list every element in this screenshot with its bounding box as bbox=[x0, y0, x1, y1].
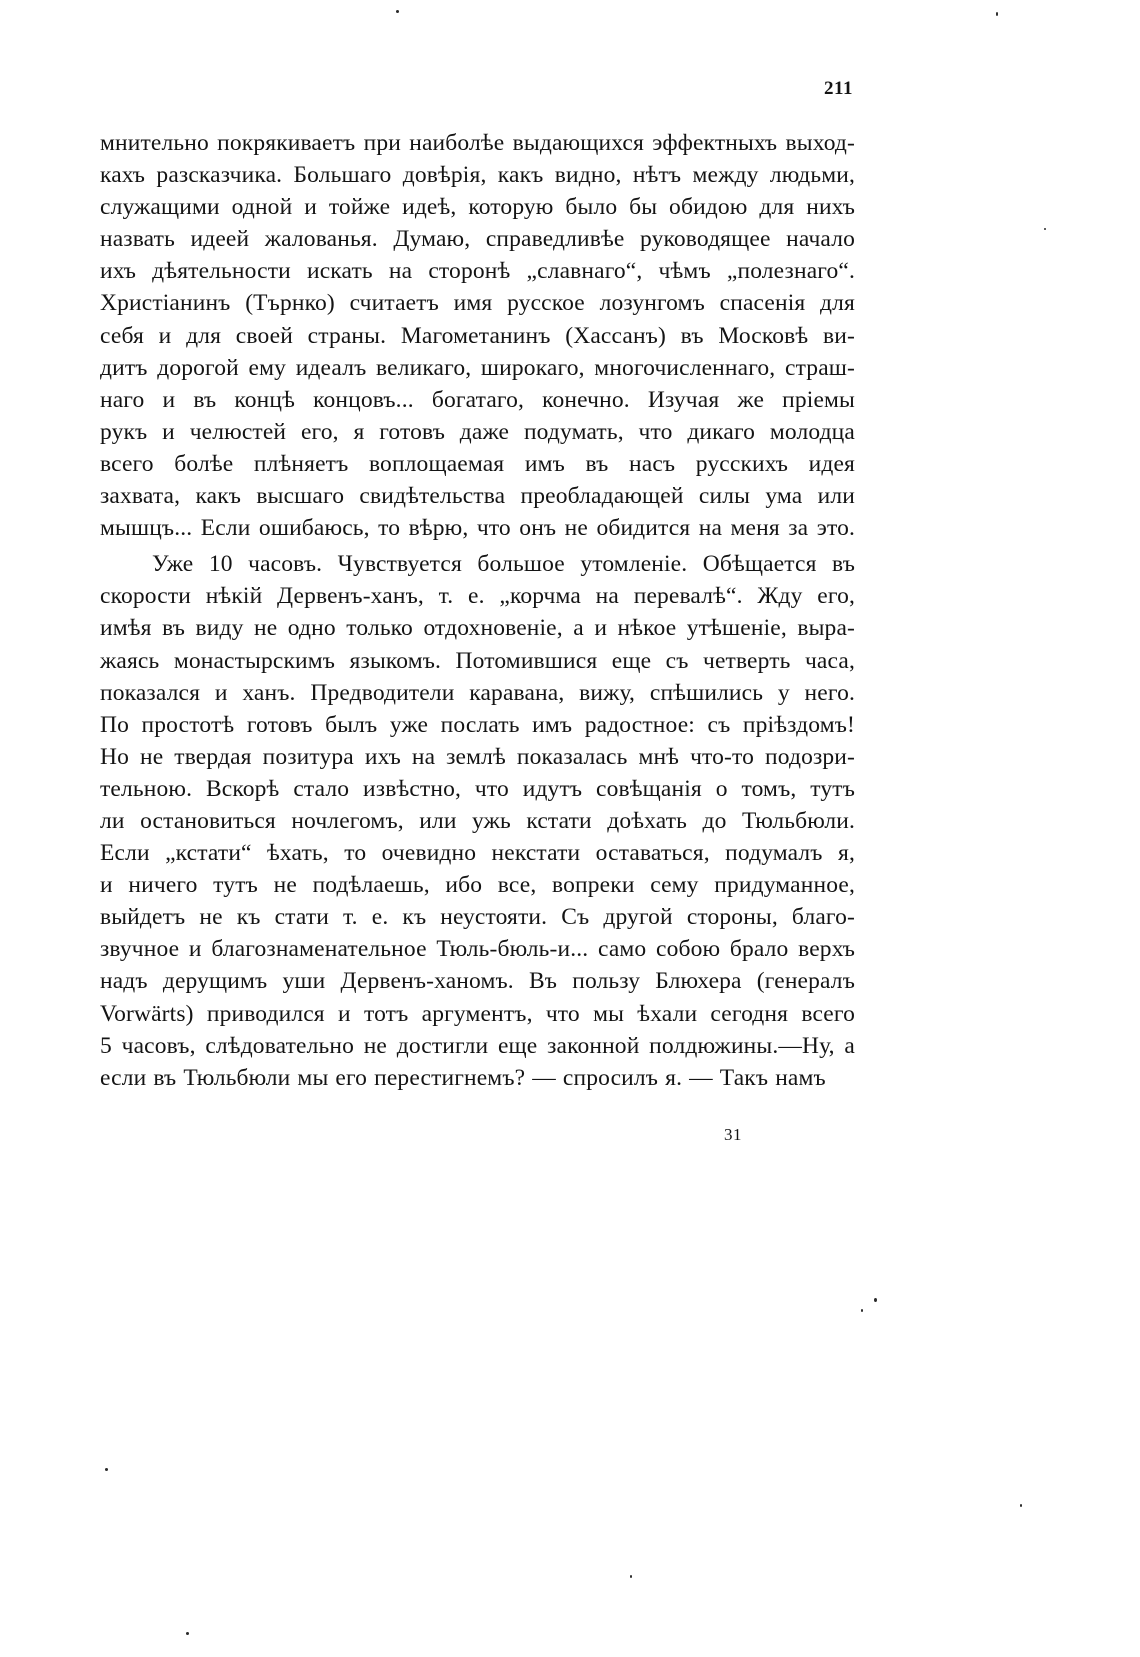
paragraph-1 bbox=[100, 127, 855, 544]
paragraph-2 bbox=[100, 548, 855, 1094]
text-line: имѣя въ виду не одно только отдохновеніе, а и нѣкое утѣшеніе, выра- bbox=[100, 615, 855, 642]
text-line: Если „кстати“ ѣхать, то очевидно некстати оставаться, подумалъ я, bbox=[100, 840, 855, 867]
text-line: всего болѣе плѣняетъ воплощаемая имъ въ насъ русскихъ идея bbox=[100, 450, 855, 477]
text-line: По простотѣ готовъ былъ уже послать имъ радостное: съ пріѣздомъ! bbox=[100, 711, 855, 738]
scan-speck bbox=[996, 12, 998, 16]
text-line: Vorwärts) приводился и тотъ аргументъ, что мы ѣхали сегодня всего bbox=[100, 1000, 855, 1027]
scan-speck bbox=[630, 1575, 632, 1578]
scan-speck bbox=[1020, 1504, 1022, 1507]
scan-speck bbox=[186, 1632, 189, 1635]
scan-speck bbox=[105, 1468, 108, 1471]
text-line: назвать идеей жалованья. Думаю, справедливѣе руководящее начало bbox=[100, 226, 855, 253]
text-line: жаясь монастырскимъ языкомъ. Потомившися еще съ четверть часа, bbox=[100, 647, 855, 674]
text-line: звучное и благознаменательное Тюль-бюль-и... само собою брало верхъ bbox=[100, 936, 855, 963]
printer-signature-mark: 31 bbox=[724, 1125, 742, 1144]
text-line: 5 часовъ, слѣдовательно не достигли еще законной полдюжины.—Ну, а bbox=[100, 1032, 855, 1059]
text-line: ли остановиться ночлегомъ, или ужь кстати доѣхать до Тюльбюли. bbox=[100, 807, 855, 834]
scan-speck bbox=[396, 10, 399, 13]
body-text bbox=[100, 127, 855, 1094]
scan-speck bbox=[874, 1298, 877, 1302]
text-line: мышцъ... Если ошибаюсь, то вѣрю, что онъ не обидится на меня за это. bbox=[100, 515, 855, 542]
text-line: Христіанинъ (Търнко) считаетъ имя русское лозунгомъ спасенія для bbox=[100, 290, 855, 317]
text-line: тельною. Вскорѣ стало извѣстно, что идутъ совѣщанія о томъ, тутъ bbox=[100, 775, 855, 802]
text-line: Но не твердая позитура ихъ на землѣ показалась мнѣ что-то подозри- bbox=[100, 743, 855, 770]
text-line: кахъ разсказчика. Большаго довѣрія, какъ видно, нѣтъ между людьми, bbox=[100, 162, 855, 189]
text-line: если въ Тюльбюли мы его перестигнемъ? — спросилъ я. — Такъ намъ bbox=[100, 1064, 826, 1091]
text-line: и ничего тутъ не подѣлаешь, ибо все, вопреки сему придуманное, bbox=[100, 872, 855, 899]
scan-speck bbox=[861, 1309, 863, 1312]
text-line: дитъ дорогой ему идеалъ великаго, широкаго, многочисленнаго, страш- bbox=[100, 354, 855, 381]
text-line: захвата, какъ высшаго свидѣтельства преобладающей силы ума или bbox=[100, 483, 855, 510]
text-line: наго и въ концѣ концовъ... богатаго, конечно. Изучая же пріемы bbox=[100, 386, 855, 413]
text-line: скорости нѣкій Дервенъ-ханъ, т. е. „корчма на перевалѣ“. Жду его, bbox=[100, 583, 855, 610]
text-line: показался и ханъ. Предводители каравана, вижу, спѣшились у него. bbox=[100, 679, 855, 706]
text-line: рукъ и челюстей его, я готовъ даже подумать, что дикаго молодца bbox=[100, 418, 855, 445]
scan-speck bbox=[1044, 228, 1046, 230]
text-line: ихъ дѣятельности искать на сторонѣ „славнаго“, чѣмъ „полезнаго“. bbox=[100, 258, 855, 285]
page-number: 211 bbox=[824, 78, 853, 99]
text-line: служащими одной и тойже идеѣ, которую было бы обидою для нихъ bbox=[100, 194, 855, 221]
text-line: выйдетъ не къ стати т. е. къ неустояти. Съ другой стороны, благо- bbox=[100, 904, 855, 931]
text-line: мнительно покрякиваетъ при наиболѣе выдающихся эффектныхъ выход- bbox=[100, 130, 855, 156]
text-line: надъ дерущимъ уши Дервенъ-ханомъ. Въ пользу Блюхера (генералъ bbox=[100, 968, 855, 995]
text-line: себя и для своей страны. Магометанинъ (Хассанъ) въ Московѣ ви- bbox=[100, 322, 855, 349]
text-line: Уже 10 часовъ. Чувствуется большое утомленіе. Обѣщается въ bbox=[152, 551, 855, 578]
